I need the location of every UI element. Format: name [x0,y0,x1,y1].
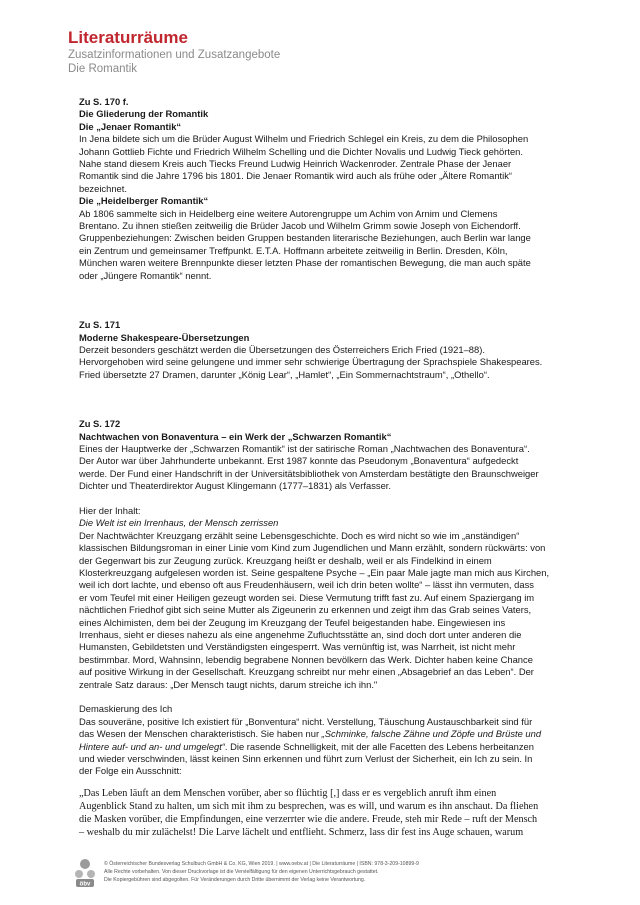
text-line: zentrale Satz daraus: „Der Mensch taugt nichts, darum streiche ich ihn." [79,678,378,690]
footer-line: Die Kopiergebühren sind abgegolten. Für Veränderungen durch Dritte übernimmt der Verlag keine Verantwortung. [104,877,366,883]
text-line: Der Nachtwächter Kreuzgang erzählt seine Lebensgeschichte. Doch es wird nicht so wie im „anständigen“ [79,529,520,541]
text-line: und wieder verschwinden, lässt keinen Sinn erkennen und führt zum Verlust der Sicherheit, ein Ich zu sein. In [79,753,533,765]
paragraph-spacer [79,493,579,505]
text-line: oder „Jüngere Romantik“ nennt. [79,269,212,281]
text-line: In Jena bildete sich um die Brüder August Wilhelm und Friedrich Schlegel ein Kreis, zu dem die Philosophen [79,133,529,145]
text-line: der Gegenwart bis zur Zeugung zurück. Kreuzgang heißt er deshalb, weil er als Findelkind in einem [79,554,492,566]
section-ref-172: Zu S. 172 [79,418,121,430]
document-body [79,96,579,839]
text-line: werde. Der Fund einer Handschrift in der Universitätsbibliothek von Amsterdam bestätigte den Braunschweiger [79,467,539,479]
content-subtitle: Die Welt ist ein Irrenhaus, der Mensch zerrissen [79,517,279,529]
footer-line: Alle Rechte vorbehalten. Von dieser Druckvorlage ist die Vervielfältigung für den eigenen Unterrichtsgebrauch gestattet. [104,869,379,875]
brand-title: Literaturräume [68,28,188,47]
section-heading-171: Moderne Shakespeare-Übersetzungen [79,331,250,343]
text-line: Fried übersetzte 27 Dramen, darunter „König Lear“, „Hamlet“, „Ein Sommernachtstraum“, „Othello“. [79,368,490,380]
footer-text [104,860,594,884]
text-line [79,741,579,753]
text-line: Klosterkreuzgang aufgelesen worden ist. Seine gespaltene Psyche – „Ein paar Male jagte man mich aus Kirchen, [79,566,550,578]
text-line: auf positive Wirkung in der Gesellschaft. Kreuzgang schreibt nur mehr einen „Absagebrief an das Leben“. Der [79,666,534,678]
section-spacer [79,381,579,418]
text-line [79,728,579,740]
quote-line: die Masken vorüber, die Empfindungen, eine verzerrter wie die andere. Freude, steh mir Rede – ruft der Mensch [79,813,538,825]
text-run: das Wesen der Menschen charakteristisch. Sie haben nur [79,728,322,740]
text-line: Derzeit besonders geschätzt werden die Übersetzungen des Österreichers Erich Fried (1921–88). [79,343,485,355]
text-line: München waren weitere Brennpunkte dieser letzten Phase der romantischen Bewegung, die man auch späte [79,257,531,269]
quote-block [79,787,579,839]
header-section: Die Romantik [68,63,138,75]
publisher-logo-icon [74,858,96,888]
text-line: Dichter und Theaterdirektor August Klingemann (1777–1831) als Verfasser. [79,480,391,492]
text-line: Nahe stand diesem Kreis auch Tiecks Freund Ludwig Heinrich Wackenroder. Zentrale Phase der Jenaer [79,158,512,170]
text-line: Brentano. Zu ihnen stießen zeitweilig die Brüder Jacob und Wilhelm Grimm sowie Joseph von Eichendorff. [79,220,521,232]
text-line: klassischen Bildungsroman in einer Linie vom Kind zum Jugendlichen und Mann erzählt, sondern rückwärts: von [79,542,546,554]
text-line: Eines der Hauptwerke der „Schwarzen Romantik“ ist der satirische Roman „Nachtwachen des Bonaventura“. [79,442,530,454]
text-line: der Folge ein Ausschnitt: [79,765,182,777]
section-ref-170: Zu S. 170 f. [79,96,129,107]
italic-quote-run: „Schminke, falsche Zähne und Zöpfe und Brüste und [321,728,542,740]
text-line: Irrenhaus, sieht er dieses nahezu als eine angenehme Zufluchtsstätte an, sind doch dort unter anderen die [79,629,522,641]
text-line: Hervorgehoben wird seine gelungene und immer sehr schwierige Übertragung der Sprachspiele Shakespeares. [79,356,543,368]
page-header [68,28,588,76]
logo-text: öbv [79,881,91,888]
header-subtitle: Zusatzinformationen und Zusatzangebote [68,49,281,61]
text-run: . Die rasende Schnelligkeit, mit der alle Facetten des Lebens herbeitanzen [224,740,534,752]
unmask-title: Demaskierung des Ich [79,703,173,715]
text-line: bestimmbar. Mord, Wahnsinn, lebendig begrabene Nonnen bevölkern das Werk. Dichter haben keine Chance [79,653,533,665]
text-line: Johann Gottlieb Fichte und Friedrich Wilhelm Schelling und die Dichter Novalis und Ludwig Tieck gehörten. [79,145,523,157]
text-line: weil ich dort lachte, und ebenso oft aus Freudenhäusern, weil ich drin beten wollte“ – lässt ihn vermuten, dass [79,579,534,591]
paragraph-spacer [79,691,579,703]
quote-line: – weshalb du mir zulächelst! Die Larve lächelt und entflieht. Schmerz, lass dir fest ins Auge schauen, warum [79,826,524,838]
text-line: Ab 1806 sammelte sich in Heidelberg eine weitere Autorengruppe um Achim von Arnim und Clemens [79,207,498,219]
content-label: Hier der Inhalt: [79,504,141,516]
text-line: Romantik sind die Jahre 1796 bis 1801. Die Jenaer Romantik wird auch als frühe oder „Ältere Romantik“ [79,170,513,182]
quote-line: Augenblick Stand zu halten, um sich mit ihm zu besprechen, was es will, und warum es ihn anschaut. Da fliehen [79,800,539,812]
footer-line: © Österreichischer Bundesverlag Schulbuch GmbH & Co. KG, Wien 2019. | www.oebv.at | Die Literaturräume | ISBN: 978-3-209-10899-9 [104,861,419,867]
text-line: Humansten, Gebildetsten und Verständigsten eingesperrt. Was vernünftig ist, was Narrheit, ist nicht mehr [79,641,516,653]
text-line: Der Autor war über Jahrhunderte unbekannt. Erst 1987 konnte das Pseudonym „Bonaventura“ aufgedeckt [79,455,519,467]
text-line: Das souveräne, positive Ich existiert für „Bonventura“ nicht. Verstellung, Täuschung Austauschbarkeit sind für [79,715,533,727]
text-line: er vom Teufel mit einer Heiligen gezeugt worden sei. Diese Vermutung trifft fast zu. Auf einem Spaziergang im [79,591,535,603]
section-heading-172: Nachtwachen von Bonaventura – ein Werk der „Schwarzen Romantik“ [79,430,392,442]
heidelberg-title: Die „Heidelberger Romantik“ [79,195,209,207]
text-line: bezeichnet. [79,182,127,194]
section-heading-170: Die Gliederung der Romantik [79,108,209,120]
italic-quote-run: Hintere auf- und an- und umgelegt“ [79,740,225,752]
section-ref-171: Zu S. 171 [79,319,121,331]
quote-line: „Das Leben läuft an dem Menschen vorüber, aber so flüchtig [,] dass er es vergeblich anruft ihm einen [79,787,497,799]
text-line: Gruppenbeziehungen: Zwischen beiden Gruppen bestanden literarische Beziehungen, auch Berlin war lange [79,232,531,244]
jena-title: Die „Jenaer Romantik“ [79,120,182,132]
text-line: ein Zentrum und gemeinsamer Treffpunkt. E.T.A. Hoffmann arbeitete zeitweilig in Berlin. Dresden, Köln, [79,244,508,256]
section-spacer [79,282,579,319]
text-line: nächtlichen Friedhof gibt sich seine Mutter als Zigeunerin zu erkennen und zeigt ihm das Grab seines Vaters, [79,604,532,616]
text-line: eines Alchimisten, dem bei der Zeugung im Kreuzgang der Teufel beigestanden habe. Eingewiesen ins [79,616,506,628]
